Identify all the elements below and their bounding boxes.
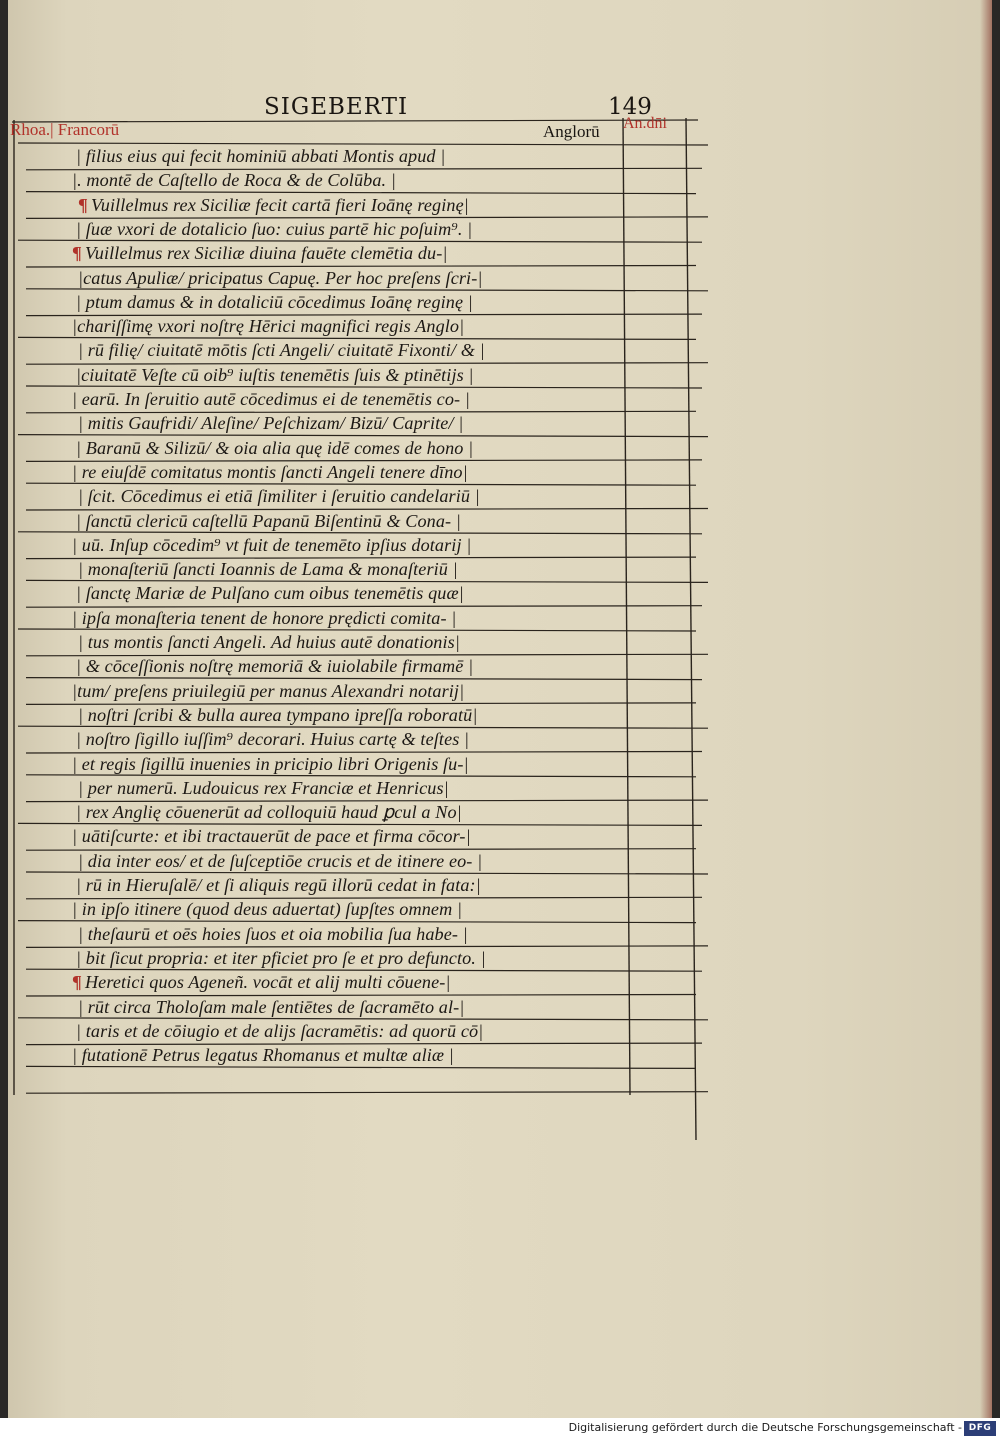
line-text: | rex Anglię cōuenerūt ad colloquiū haud ꝑcul a No| — [76, 802, 462, 823]
manuscript-page — [8, 0, 992, 1418]
text-line — [76, 1021, 483, 1045]
line-text: | rū filię/ ciuitatē mōtis ſcti Angeli/ ciuitatē Fixonti/ & | — [78, 340, 485, 361]
text-line — [78, 486, 480, 510]
text-line — [78, 413, 463, 437]
text-line — [78, 997, 464, 1021]
folio-number: 149 — [608, 94, 652, 120]
line-text: |tum/ preſens priuilegiū per manus Alexandri notarij| — [72, 680, 465, 701]
running-title: SIGEBERTI — [264, 94, 409, 120]
line-text: |catus Apuliæ/ pricipatus Capuę. Per hoc preſens ſcri-| — [78, 267, 483, 288]
text-line — [78, 924, 468, 948]
text-line — [72, 389, 470, 413]
line-text: | ipſa monaſteria tenent de honore prędicti comita- | — [72, 607, 457, 628]
text-line — [72, 535, 471, 559]
line-text: |ciuitatē Veſte cū oib⁹ iuſtis tenemētis ſuis & ptinētijs | — [76, 364, 474, 385]
line-text: | tus montis ſancti Angeli. Ad huius autē donationis| — [78, 632, 460, 652]
text-line — [72, 170, 396, 194]
line-text: | theſaurū et oēs hoies ſuos et oia mobilia ſua habe- | — [78, 923, 468, 944]
pilcrow-icon: ¶ — [78, 194, 88, 215]
line-text: Vuillelmus rex Siciliæ diuina fauēte clemētia du-| — [84, 243, 448, 264]
text-line — [76, 729, 469, 753]
line-text: | & cōceſſionis noſtrę memoriā & iuiolabile firmamē | — [76, 656, 474, 677]
column-rule — [686, 118, 696, 1140]
line-text: | noſtro ſigillo iuſſim⁹ decorari. Huius cartę & teſtes | — [76, 729, 470, 750]
line-text: Heretici quos Ageneñ. vocāt et alij multi cōuene-| — [84, 972, 451, 993]
line-text: | dia inter eos/ et de ſuſceptiōe crucis et de itinere eo- | — [78, 850, 483, 871]
line-text: |. montē de Caſtello de Roca & de Colūba. | — [72, 170, 396, 191]
line-text: | rū in Hieruſalē/ et ſi aliquis regū illorū cedat in fata:| — [76, 875, 481, 895]
line-text: | noſtri ſcribi & bulla aurea tympano ipreſſa roboratū| — [78, 704, 478, 725]
ruled-line — [26, 1092, 708, 1094]
text-line — [78, 851, 482, 875]
column-rule — [623, 118, 630, 1095]
text-line — [78, 340, 485, 364]
line-text: | filius eius qui fecit hominiū abbati Montis apud | — [76, 146, 446, 166]
line-text: | ſanctę Mariæ de Pulſano cum oibus tenemētis quæ| — [76, 583, 464, 604]
text-line — [76, 802, 462, 826]
line-text: |chariſſimę vxori noſtrę Hērici magnifici regis Anglo| — [72, 316, 465, 337]
column-heading-right: An.dn̄i — [623, 115, 667, 132]
text-line — [72, 462, 468, 486]
text-line — [76, 875, 481, 899]
line-text: | taris et de cōiugio et de alijs ſacramētis: ad quorū cō| — [76, 1020, 484, 1041]
text-line — [78, 705, 477, 729]
text-line — [72, 899, 462, 923]
line-text: | ſuæ vxori de dotalicio ſuo: cuius partē hic poſuim⁹. | — [76, 218, 473, 239]
line-text: | Baranū & Silizū/ & oia alia quę idē comes de hono | — [76, 437, 474, 458]
line-text: | re eiuſdē comitatus montis ſancti Angeli tenere dīno| — [72, 461, 468, 482]
text-line — [76, 511, 461, 535]
text-line — [76, 583, 464, 607]
text-line — [78, 632, 460, 656]
text-line — [76, 292, 473, 316]
line-text: | et regis ſigillū inuenies in pricipio libri Origenis ſu-| — [72, 753, 469, 774]
line-text: | futationē Petrus legatus Rhomanus et multæ aliæ | — [72, 1045, 454, 1066]
line-text: | earū. In ſeruitio autē cōcedimus ei de tenemētis co- | — [72, 389, 470, 409]
pilcrow-icon: ¶ — [72, 972, 82, 993]
text-line — [76, 146, 445, 170]
line-text: Vuillelmus rex Siciliæ fecit cartā fieri Ioānę reginę| — [90, 194, 469, 215]
line-text: | uū. Inſup cōcedim⁹ vt fuit de tenemēto ipſius dotarij | — [72, 534, 472, 555]
text-line — [72, 316, 464, 340]
text-line — [72, 1045, 454, 1069]
line-text: | uātiſcurte: et ibi tractauerūt de pace et firma cōcor-| — [72, 826, 471, 847]
footer-bar — [0, 1418, 1000, 1438]
line-text: | ſanctū clericū caſtellū Papanū Biſentinū & Cona- | — [76, 510, 461, 531]
column-heading-left: Rhoa.| Francorū — [10, 120, 120, 139]
text-line — [76, 365, 474, 389]
text-line — [78, 268, 482, 292]
text-line — [72, 243, 448, 267]
text-line — [78, 559, 458, 583]
line-text: | mitis Gaufridi/ Aleſine/ Peſchizam/ Bizū/ Caprite/ | — [78, 413, 464, 434]
line-text: | monaſteriū ſancti Ioannis de Lama & monaſteriū | — [78, 559, 458, 580]
text-line — [72, 826, 471, 850]
dfg-logo-icon: DFG — [964, 1421, 996, 1436]
text-line — [78, 195, 469, 219]
line-text: | ptum damus & in dotaliciū cōcedimus Ioānę reginę | — [76, 291, 473, 312]
text-line — [72, 754, 469, 778]
text-line — [76, 219, 472, 243]
text-line — [76, 656, 473, 680]
text-line — [72, 681, 464, 705]
line-text: | per numerū. Ludouicus rex Franciæ et Henricus| — [78, 777, 449, 798]
line-text: | in ipſo itinere (quod deus aduertat) ſupſtes omnem | — [72, 899, 463, 920]
funding-note: Digitalisierung gefördert durch die Deutsche Forschungsgemeinschaft - — [568, 1421, 962, 1434]
text-line — [72, 608, 456, 632]
text-line — [76, 948, 486, 972]
text-line — [72, 972, 451, 996]
column-heading-middle: Anglorū — [543, 122, 600, 141]
line-text: | ſcit. Cōcedimus ei etiā ſimiliter i ſeruitio candelariū | — [78, 486, 480, 507]
text-line — [78, 778, 449, 802]
ruled-line — [18, 143, 708, 145]
pilcrow-icon: ¶ — [72, 243, 82, 264]
line-text: | bit ſicut propria: et iter pficiet pro ſe et pro defuncto. | — [76, 947, 486, 968]
line-text: | rūt circa Tholoſam male ſentiētes de ſacramēto al-| — [78, 996, 465, 1017]
text-line — [76, 438, 473, 462]
